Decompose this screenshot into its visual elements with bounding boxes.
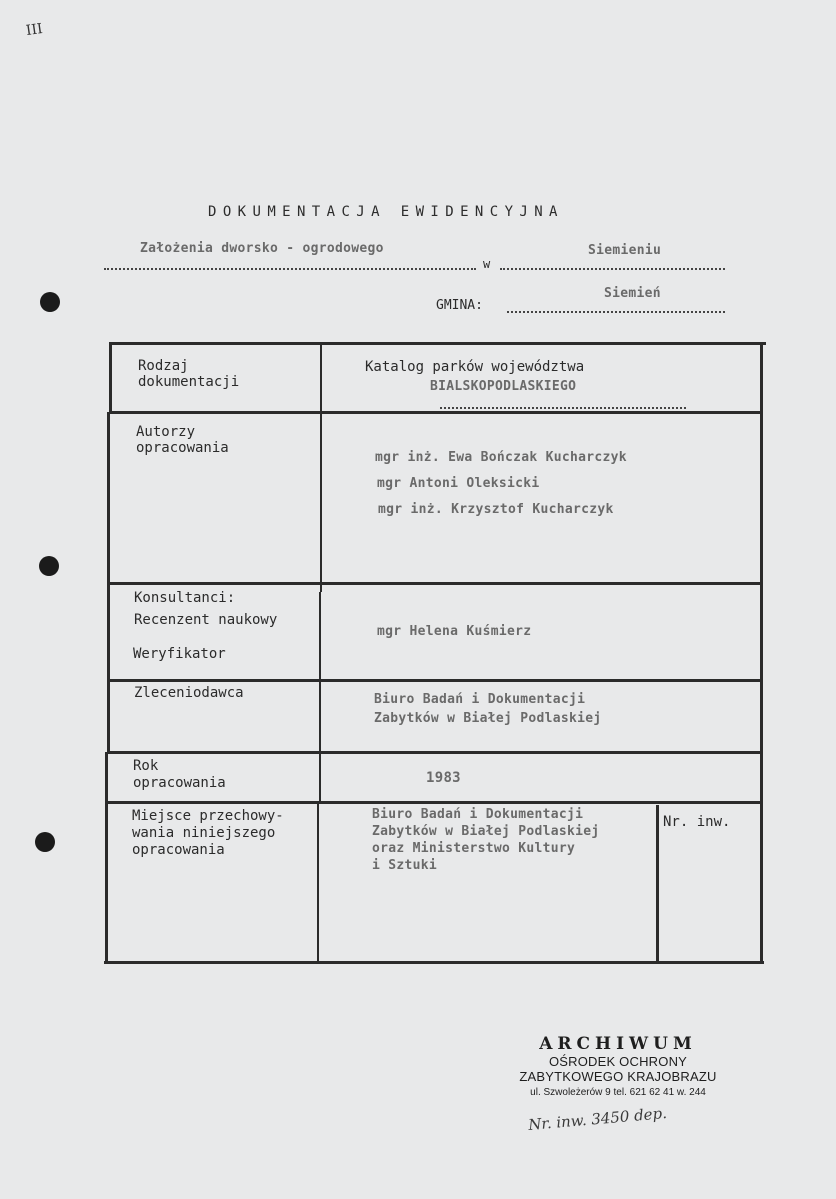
column-divider-1 xyxy=(320,342,322,592)
handwritten-inventory-note: Nr. inw. 3450 dep. xyxy=(527,1103,668,1135)
row-divider-3 xyxy=(108,679,762,682)
row-divider-5 xyxy=(106,801,762,804)
recenzent-label: Recenzent naukowy xyxy=(134,612,278,628)
gmina-label: GMINA: xyxy=(436,298,483,313)
table-border-bottom xyxy=(104,961,764,964)
author-1: mgr inż. Ewa Bończak Kucharczyk xyxy=(375,450,627,465)
table-border-left-1 xyxy=(109,342,112,412)
punch-hole-middle xyxy=(39,556,59,576)
location-dotted-line xyxy=(500,268,725,270)
nr-inw-label: Nr. inw. xyxy=(663,814,731,830)
table-border-left-3 xyxy=(105,752,108,964)
zleceniodawca-value-line1: Biuro Badań i Dokumentacji xyxy=(374,692,586,707)
row-divider-2 xyxy=(108,582,762,585)
row-divider-4 xyxy=(107,751,762,754)
rok-value: 1983 xyxy=(426,770,461,786)
weryfikator-label: Weryfikator xyxy=(133,646,226,662)
zleceniodawca-value-line2: Zabytków w Białej Podlaskiej xyxy=(374,711,602,726)
archive-stamp xyxy=(508,1034,728,1098)
table-border-right xyxy=(760,342,763,964)
nr-inw-divider xyxy=(656,805,659,964)
gmina-dotted-line xyxy=(507,311,725,313)
stamp-title: ARCHIWUM xyxy=(539,1034,697,1054)
rok-label: Rok opracowania xyxy=(133,758,226,791)
table-border-top xyxy=(110,342,766,345)
document-title: DOKUMENTACJA EWIDENCYJNA xyxy=(208,204,564,220)
gmina-value: Siemień xyxy=(604,286,661,301)
zleceniodawca-label: Zleceniodawca xyxy=(134,685,244,701)
konsultanci-value: mgr Helena Kuśmierz xyxy=(377,624,532,639)
miejsce-label: Miejsce przechowy- wania niniejszego opracowania xyxy=(132,808,284,858)
autorzy-label: Autorzy opracowania xyxy=(136,424,229,456)
stamp-line-2: ZABYTKOWEGO KRAJOBRAZU xyxy=(519,1069,717,1084)
konsultanci-label: Konsultanci: xyxy=(134,590,236,606)
stamp-line-3: ul. Szwoleżerów 9 tel. 621 62 41 w. 244 xyxy=(530,1087,706,1098)
column-divider-3 xyxy=(317,802,319,964)
voivodeship-dotted-line xyxy=(440,407,686,409)
punch-hole-top xyxy=(40,292,60,312)
rodzaj-value-line1: Katalog parków województwa xyxy=(365,359,585,375)
location-value: Siemieniu xyxy=(588,243,662,258)
subject-value: Założenia dworsko - ogrodowego xyxy=(140,241,384,256)
column-divider-2 xyxy=(319,592,321,802)
miejsce-value: Biuro Badań i Dokumentacji Zabytków w Białej Podlaskiej oraz Ministerstwo Kultury i Sztuki xyxy=(372,807,600,873)
rodzaj-value-line2: BIALSKOPODLASKIEGO xyxy=(430,379,577,394)
corner-mark: III xyxy=(24,20,44,40)
stamp-line-1: OŚRODEK OCHRONY xyxy=(548,1054,688,1069)
row-divider-1 xyxy=(110,411,762,414)
author-3: mgr inż. Krzysztof Kucharczyk xyxy=(378,502,614,517)
author-2: mgr Antoni Oleksicki xyxy=(377,476,540,491)
rodzaj-label: Rodzaj dokumentacji xyxy=(138,358,240,390)
w-label: w xyxy=(483,257,491,271)
punch-hole-bottom xyxy=(35,832,55,852)
subject-dotted-line xyxy=(104,268,476,270)
